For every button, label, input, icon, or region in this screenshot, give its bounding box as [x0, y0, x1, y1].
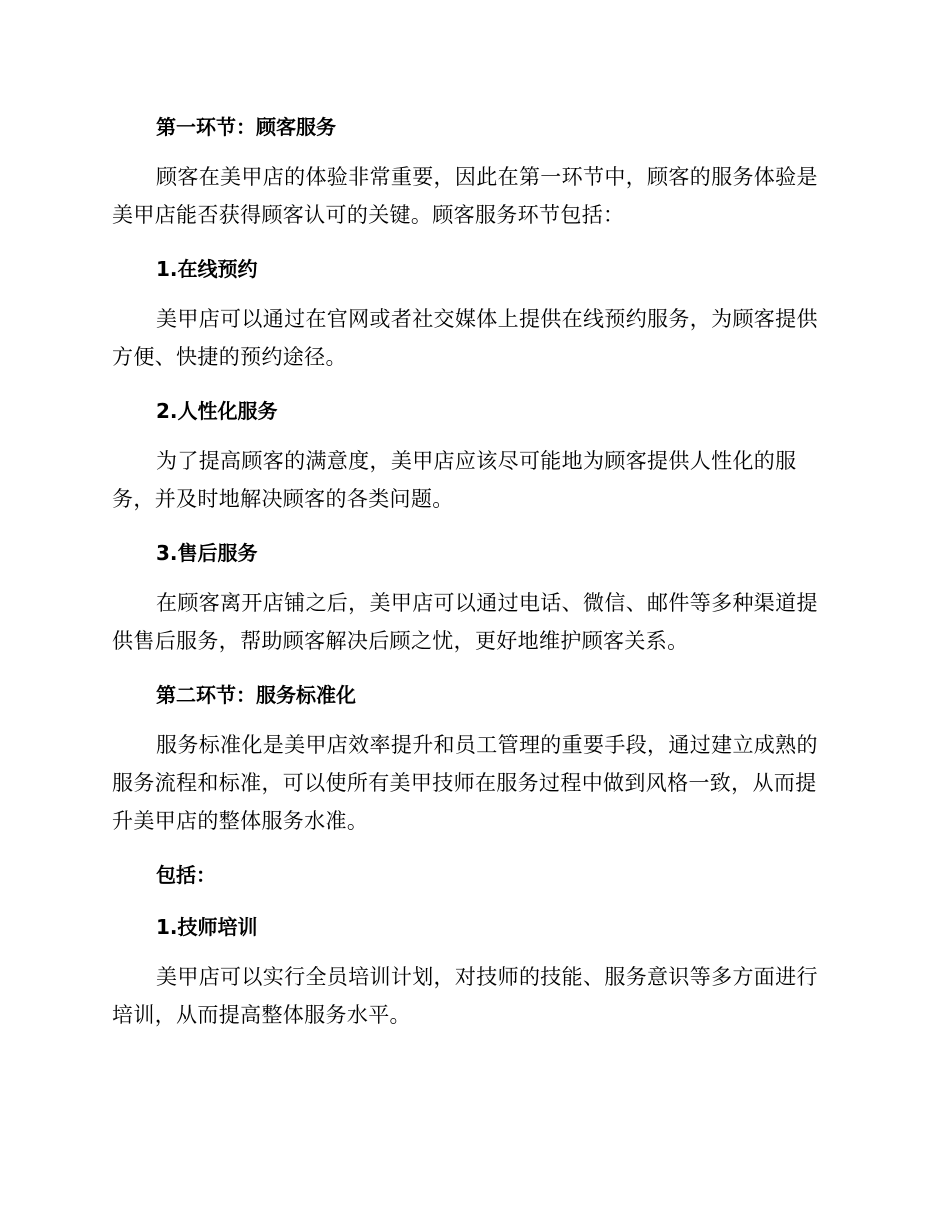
subheading-includes: 包括： — [156, 863, 216, 887]
subheading-online-booking: 1.在线预约 — [156, 257, 258, 281]
section-heading-customer-service: 第一环节：顾客服务 — [156, 115, 336, 139]
subheading-personalized-service: 2.人性化服务 — [156, 399, 278, 423]
paragraph-personalized-service — [112, 442, 832, 518]
paragraph-standardization — [112, 726, 832, 840]
paragraph-line: 为了提高顾客的满意度，美甲店应该尽可能地为顾客提供人性化的服 — [156, 449, 797, 473]
paragraph-line: 培训，从而提高整体服务水平。 — [112, 1003, 411, 1027]
paragraph-line: 供售后服务，帮助顾客解决后顾之忧，更好地维护顾客关系。 — [112, 629, 689, 653]
paragraph-line: 顾客在美甲店的体验非常重要，因此在第一环节中，顾客的服务体验是 — [156, 165, 818, 189]
paragraph-line: 美甲店可以通过在官网或者社交媒体上提供在线预约服务，为顾客提供 — [156, 307, 818, 331]
subheading-technician-training: 1.技师培训 — [156, 915, 258, 939]
paragraph-line: 美甲店可以实行全员培训计划，对技师的技能、服务意识等多方面进行 — [156, 965, 818, 989]
document-body — [112, 106, 832, 1048]
paragraph-line: 服务标准化是美甲店效率提升和员工管理的重要手段，通过建立成熟的 — [156, 733, 818, 757]
subheading-after-sales: 3.售后服务 — [156, 541, 258, 565]
paragraph-online-booking — [112, 300, 832, 376]
section-heading-standardization: 第二环节：服务标准化 — [156, 683, 356, 707]
paragraph-line: 服务流程和标准，可以使所有美甲技师在服务过程中做到风格一致，从而提 — [112, 771, 817, 795]
paragraph-line: 务，并及时地解决顾客的各类问题。 — [112, 487, 454, 511]
paragraph-line: 方便、快捷的预约途径。 — [112, 345, 347, 369]
paragraph-after-sales — [112, 584, 832, 660]
paragraph-line: 升美甲店的整体服务水准。 — [112, 809, 369, 833]
paragraph-line: 在顾客离开店铺之后，美甲店可以通过电话、微信、邮件等多种渠道提 — [156, 591, 818, 615]
paragraph-line: 美甲店能否获得顾客认可的关键。顾客服务环节包括： — [112, 203, 625, 227]
paragraph-technician-training — [112, 958, 832, 1034]
paragraph-customer-experience — [112, 158, 832, 234]
